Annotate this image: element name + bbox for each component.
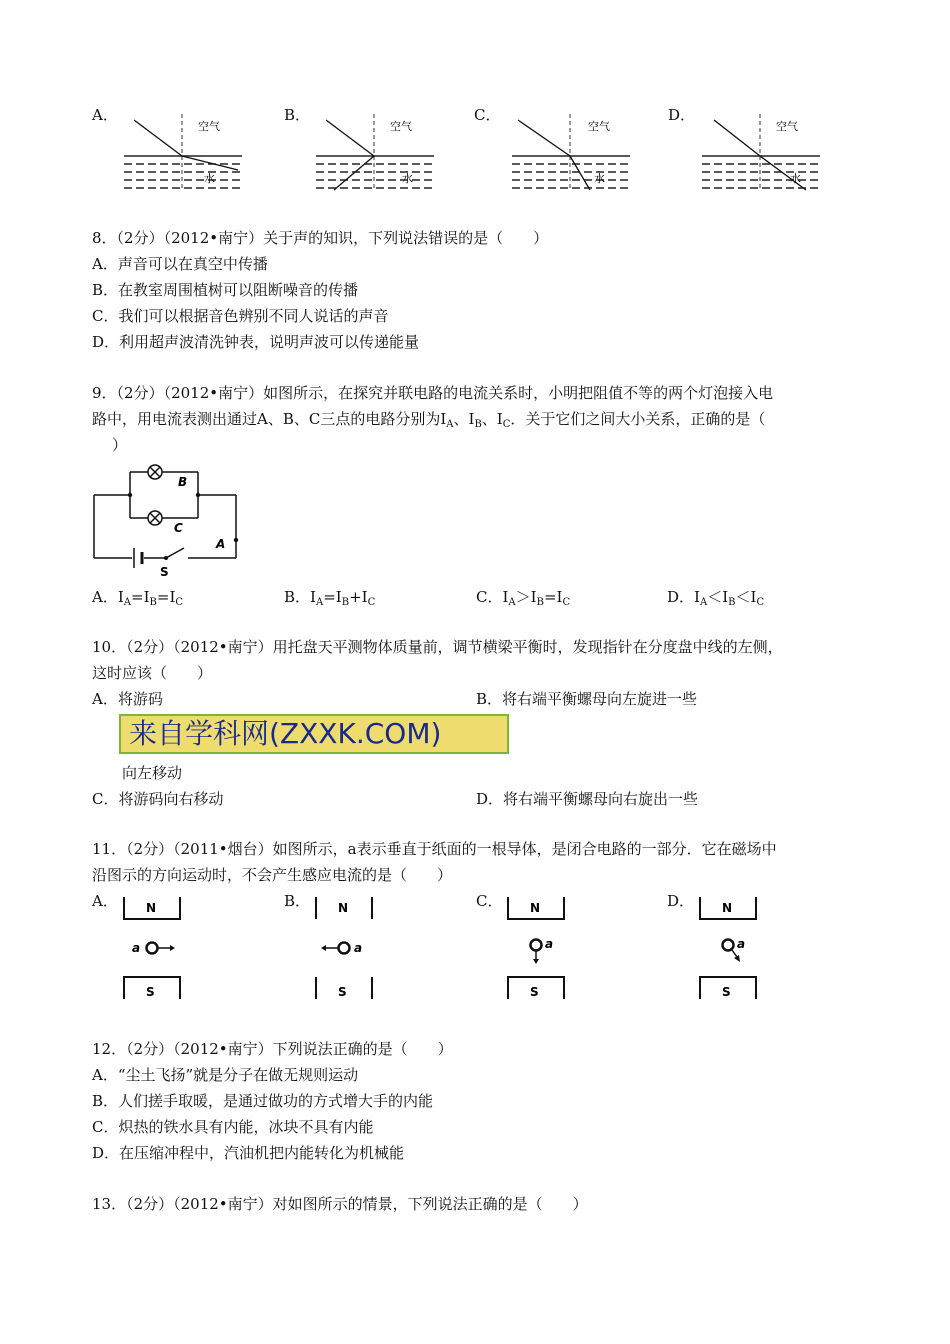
water-label: 水 bbox=[594, 172, 605, 185]
q10-stem-line2: 这时应该（ ） bbox=[92, 664, 213, 682]
q11-diagram-a bbox=[118, 895, 188, 1003]
q7-diagram-a bbox=[120, 112, 245, 192]
conductor-a-label: a bbox=[354, 941, 363, 955]
q12-option-b[interactable]: B．人们搓手取暖，是通过做功的方式增大手的内能 bbox=[92, 1092, 434, 1110]
q11-option-a-label: A． bbox=[92, 892, 118, 910]
q11-diagram-b bbox=[310, 895, 380, 1003]
q9-option-b[interactable]: B．$I_A=I_B+I_C$ bbox=[284, 588, 376, 608]
q7-diagram-b bbox=[312, 112, 437, 192]
magnet-n-label: N bbox=[530, 901, 541, 915]
watermark-banner: 来自学科网(ZXXK.COM) bbox=[119, 714, 509, 754]
q7-diagram-c bbox=[508, 112, 633, 192]
conductor-a-label: a bbox=[545, 937, 554, 951]
q9-option-a[interactable]: A．$I_A=I_B=I_C$ bbox=[92, 588, 184, 608]
water-label: 水 bbox=[790, 172, 801, 185]
q11-option-b-label: B． bbox=[284, 892, 311, 910]
magnet-n-label: N bbox=[338, 901, 349, 915]
q9-stem-line3: ） bbox=[112, 436, 128, 454]
q9-option-d[interactable]: D．$I_A<I_B<I_C$ bbox=[667, 588, 765, 608]
magnet-s-label: S bbox=[338, 985, 347, 999]
magnet-n-label: N bbox=[146, 901, 157, 915]
q7-option-d-label: D． bbox=[668, 106, 696, 124]
magnet-s-label: S bbox=[530, 985, 539, 999]
q8-stem: 8．（2分）（2012•南宁）关于声的知识，下列说法错误的是（ ） bbox=[92, 229, 549, 247]
q10-option-d[interactable]: D．将右端平衡螺母向右旋出一些 bbox=[476, 790, 699, 808]
q13-stem: 13．（2分）（2012•南宁）对如图所示的情景，下列说法正确的是（ ） bbox=[92, 1195, 588, 1213]
q11-stem-line2: 沿图示的方向运动时，不会产生感应电流的是（ ） bbox=[92, 866, 453, 884]
conductor-a-label: a bbox=[132, 941, 141, 955]
q11-diagram-c bbox=[502, 895, 572, 1003]
q8-option-b[interactable]: B．在教室周围植树可以阻断噪音的传播 bbox=[92, 281, 359, 299]
air-label: 空气 bbox=[776, 120, 798, 133]
q11-diagram-d bbox=[694, 895, 764, 1003]
air-label: 空气 bbox=[390, 120, 412, 133]
q9-option-c[interactable]: C．$I_A>I_B=I_C$ bbox=[476, 588, 571, 608]
q7-option-c-label: C． bbox=[474, 106, 501, 124]
air-label: 空气 bbox=[198, 120, 220, 133]
switch-s-label: S bbox=[160, 565, 169, 579]
q11-stem-line1: 11．（2分）（2011•烟台）如图所示，a表示垂直于纸面的一根导体，是闭合电路的一部分．它在磁场中 bbox=[92, 840, 777, 858]
q11-option-c-label: C． bbox=[476, 892, 503, 910]
q12-option-c[interactable]: C．炽热的铁水具有内能，冰块不具有内能 bbox=[92, 1118, 374, 1136]
point-a-label: A bbox=[216, 537, 226, 551]
q10-stem-line1: 10．（2分）（2012•南宁）用托盘天平测物体质量前，调节横梁平衡时，发现指针在分度盘中线的左侧， bbox=[92, 638, 783, 656]
q8-option-a[interactable]: A．声音可以在真空中传播 bbox=[92, 255, 268, 273]
q8-option-d[interactable]: D．利用超声波清洗钟表，说明声波可以传递能量 bbox=[92, 333, 420, 351]
q7-diagram-d bbox=[698, 112, 823, 192]
q9-circuit-diagram bbox=[88, 460, 248, 580]
point-b-label: B bbox=[178, 475, 188, 489]
q10-option-b[interactable]: B．将右端平衡螺母向左旋进一些 bbox=[476, 690, 698, 708]
q12-option-a[interactable]: A．“尘土飞扬”就是分子在做无规则运动 bbox=[92, 1066, 359, 1084]
q7-option-a-label: A． bbox=[92, 106, 118, 124]
point-c-label: C bbox=[174, 521, 183, 535]
magnet-s-label: S bbox=[722, 985, 731, 999]
water-label: 水 bbox=[402, 172, 413, 185]
q11-option-d-label: D． bbox=[667, 892, 695, 910]
q8-option-c[interactable]: C．我们可以根据音色辨别不同人说话的声音 bbox=[92, 307, 389, 325]
q9-stem-line2: 路中，用电流表测出通过A、B、C三点的电路分别为$I_A$、$I_B$、$I_C$．关于它们之间大小关系，正确的是（ bbox=[92, 410, 766, 430]
q10-option-c[interactable]: C．将游码向右移动 bbox=[92, 790, 224, 808]
water-label: 水 bbox=[204, 172, 215, 185]
q10-option-a[interactable]: A．将游码 bbox=[92, 690, 163, 708]
air-label: 空气 bbox=[588, 120, 610, 133]
q7-option-b-label: B． bbox=[284, 106, 311, 124]
conductor-a-label: a bbox=[737, 937, 746, 951]
q9-stem-line1: 9．（2分）（2012•南宁）如图所示，在探究并联电路的电流关系时，小明把阻值不等的两个灯泡接入电 bbox=[92, 384, 774, 402]
magnet-s-label: S bbox=[146, 985, 155, 999]
magnet-n-label: N bbox=[722, 901, 733, 915]
q12-stem: 12．（2分）（2012•南宁）下列说法正确的是（ ） bbox=[92, 1040, 453, 1058]
q12-option-d[interactable]: D．在压缩冲程中，汽油机把内能转化为机械能 bbox=[92, 1144, 405, 1162]
q10-option-a-continuation: 向左移动 bbox=[122, 764, 183, 782]
